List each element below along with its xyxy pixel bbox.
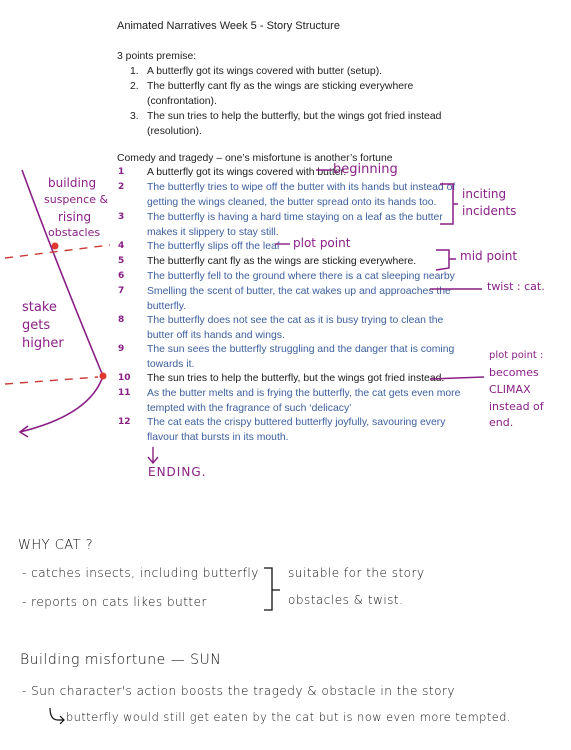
annotation-beginning: beginning: [333, 162, 398, 177]
story-line: The butterfly cant fly as the wings are sticking everywhere.: [147, 256, 417, 267]
annotation-plot-point: plot point: [293, 236, 351, 250]
annotation-climax-1: plot point :: [489, 350, 544, 361]
dashed-line-climax-icon: [5, 377, 98, 384]
marker-climax-icon: [100, 373, 107, 380]
bracket-midpoint-icon: [436, 250, 456, 270]
why-cat-heading: WHY CAT ?: [18, 538, 94, 553]
story-number: 8: [118, 315, 125, 325]
annotation-ending: ENDING.: [148, 465, 207, 479]
story-number: 5: [118, 256, 125, 266]
annotation-mid-point: mid point: [460, 249, 518, 263]
story-line: A butterfly got its wings covered with butter.: [147, 167, 347, 178]
annotation-climax-2: becomes: [489, 366, 539, 379]
story-number: 9: [118, 344, 125, 354]
story-line: As the butter melts and is frying the butterfly, the cat gets even more: [147, 388, 461, 399]
annotation-building-3: rising: [58, 210, 92, 224]
story-line: butter off its hands and wings.: [147, 330, 285, 341]
story-line: The butterfly tries to wipe off the butter with its hands but instead of: [147, 182, 456, 193]
arrow-ending-icon: [148, 447, 158, 463]
doc-title: Animated Narratives Week 5 - Story Structure: [117, 20, 340, 32]
why-cat-reason-1: suitable for the story: [288, 566, 425, 580]
why-cat-reason-2: obstacles & twist.: [288, 593, 404, 607]
annotation-climax-3: CLIMAX: [489, 383, 531, 396]
story-number: 10: [118, 373, 131, 383]
story-line: The butterfly does not see the cat as it is busy trying to clean the: [147, 315, 444, 326]
story-line: The butterfly fell to the ground where there is a cat sleeping nearby: [147, 271, 455, 282]
marker-plot-point-icon: [52, 243, 59, 250]
premise-number: 3.: [130, 111, 139, 122]
story-number: 4: [118, 241, 125, 251]
story-number: 2: [118, 182, 125, 192]
arrow-sun-subitem-icon: [50, 708, 64, 724]
story-line: makes it slippery to stay still.: [147, 227, 279, 238]
rising-action-curve-icon: [20, 170, 103, 437]
story-line: The butterfly is having a hard time staying on a leaf as the butter: [147, 212, 443, 223]
annotation-building-2: suspence &: [44, 193, 109, 206]
annotation-stake-2: gets: [22, 318, 51, 333]
story-number: 6: [118, 271, 125, 281]
annotation-inciting-1: inciting: [462, 187, 507, 201]
premise-heading: 3 points premise:: [117, 51, 197, 62]
why-cat-item-1: - catches insects, including butterfly: [22, 566, 259, 580]
subheading: Comedy and tragedy – one’s misfortune is another’s fortune: [117, 153, 393, 164]
story-line: The sun sees the butterfly struggling and the danger that is coming: [147, 344, 455, 355]
premise-line: The sun tries to help the butterfly, but the wings got fried instead: [147, 111, 442, 122]
story-line: butterfly.: [147, 301, 187, 312]
annotation-stake-1: stake: [22, 300, 57, 315]
annotation-inciting-2: incidents: [462, 204, 517, 218]
sun-subitem: butterfly would still get eaten by the cat but is now even more tempted.: [66, 711, 511, 724]
annotation-climax-4: instead of: [489, 400, 544, 413]
premise-number: 2.: [130, 81, 139, 92]
bracket-why-cat-icon: [264, 568, 280, 610]
story-number: 12: [118, 417, 131, 427]
story-line: Smelling the scent of butter, the cat wakes up and approaches the: [147, 286, 451, 297]
story-line: The sun tries to help the butterfly, but the wings got fried instead.: [147, 373, 445, 384]
story-number: 3: [118, 212, 125, 222]
annotation-stake-3: higher: [22, 336, 64, 351]
annotation-climax-5: end.: [489, 416, 514, 429]
sun-item: - Sun character's action boosts the tragedy & obstacle in the story: [22, 684, 455, 698]
story-number: 1: [118, 167, 125, 177]
premise-number: 1.: [130, 66, 139, 77]
story-line: towards it.: [147, 359, 195, 370]
story-number: 7: [118, 286, 125, 296]
story-line: getting the wings cleaned, the butter spread onto its hands too.: [147, 197, 437, 208]
story-number: 11: [118, 388, 131, 398]
story-line: flavour that bursts in its mouth.: [147, 432, 289, 443]
premise-line: The butterfly cant fly as the wings are sticking everywhere: [147, 81, 414, 92]
premise-line: (confrontation).: [147, 96, 217, 107]
story-line: The butterfly slips off the leaf: [147, 241, 280, 252]
sun-heading: Building misfortune — SUN: [20, 652, 222, 668]
story-line: tempted with the fragrance of such ‘delicacy’: [147, 403, 352, 414]
bracket-inciting-icon: [440, 184, 458, 224]
arrow-climax-icon: [430, 377, 484, 379]
premise-line: A butterfly got its wings covered with butter (setup).: [147, 66, 383, 77]
annotation-twist: twist : cat.: [487, 280, 545, 293]
story-line: The cat eats the crispy buttered butterfly joyfully, savouring every: [147, 417, 446, 428]
why-cat-item-2: - reports on cats likes butter: [22, 595, 207, 609]
annotation-building-4: obstacles: [48, 226, 101, 239]
annotation-building-1: building: [48, 176, 97, 190]
premise-line: (resolution).: [147, 126, 202, 137]
